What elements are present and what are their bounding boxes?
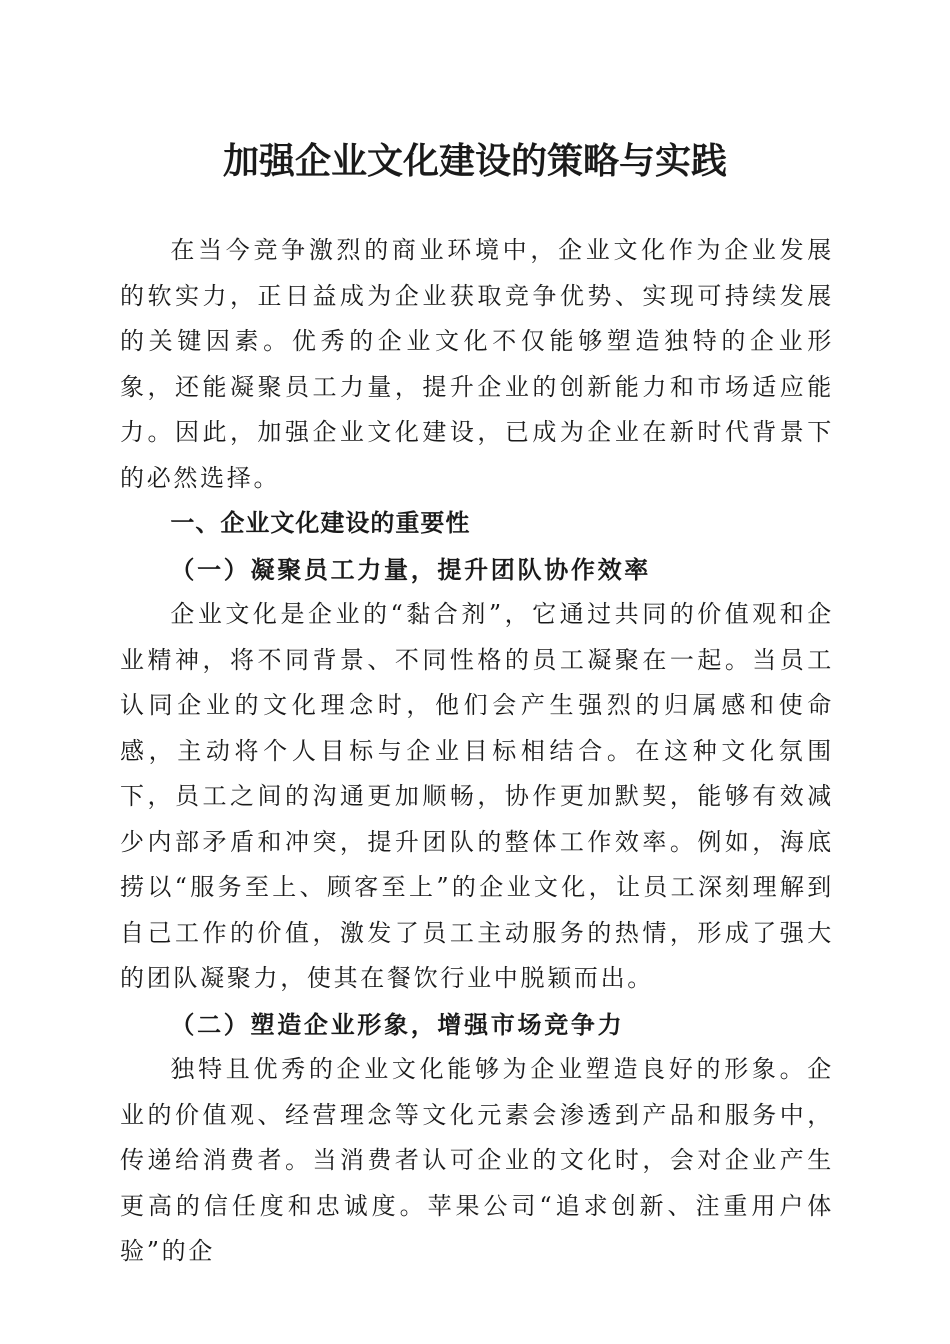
section-heading-1: 一、企业文化建设的重要性	[170, 509, 471, 537]
subsection-heading-2: （二）塑造企业形象，增强市场竞争力	[170, 1009, 625, 1039]
subsection-2-paragraph: 独特且优秀的企业文化能够为企业塑造良好的形象。企业的价值观、经营理念等文化元素会渗透到产品和服务中，传递给消费者。当消费者认可企业的文化时，会对企业产生更高的信任度和忠诚度。苹果公司“追求创新、注重用户体验”的企	[120, 1055, 834, 1265]
document-title: 加强企业文化建设的策略与实践	[222, 140, 727, 182]
subsection-1-paragraph: 企业文化是企业的“黏合剂”，它通过共同的价值观和企业精神，将不同背景、不同性格的员工凝聚在一起。当员工认同企业的文化理念时，他们会产生强烈的归属感和使命感，主动将个人目标与企业目标相结合。在这种文化氛围下，员工之间的沟通更加顺畅，协作更加默契，能够有效减少内部矛盾和冲突，提升团队的整体工作效率。例如，海底捞以“服务至上、顾客至上”的企业文化，让员工深刻理解到自己工作的价值，激发了员工主动服务的热情，形成了强大的团队凝聚力，使其在餐饮行业中脱颖而出。	[120, 600, 834, 992]
subsection-heading-1: （一）凝聚员工力量，提升团队协作效率	[170, 554, 651, 584]
intro-paragraph: 在当今竞争激烈的商业环境中，企业文化作为企业发展的软实力，正日益成为企业获取竞争优势、实现可持续发展的关键因素。优秀的企业文化不仅能够塑造独特的企业形象，还能凝聚员工力量，提升企业的创新能力和市场适应能力。因此，加强企业文化建设，已成为企业在新时代背景下的必然选择。	[120, 236, 834, 492]
document-body	[120, 228, 834, 1275]
